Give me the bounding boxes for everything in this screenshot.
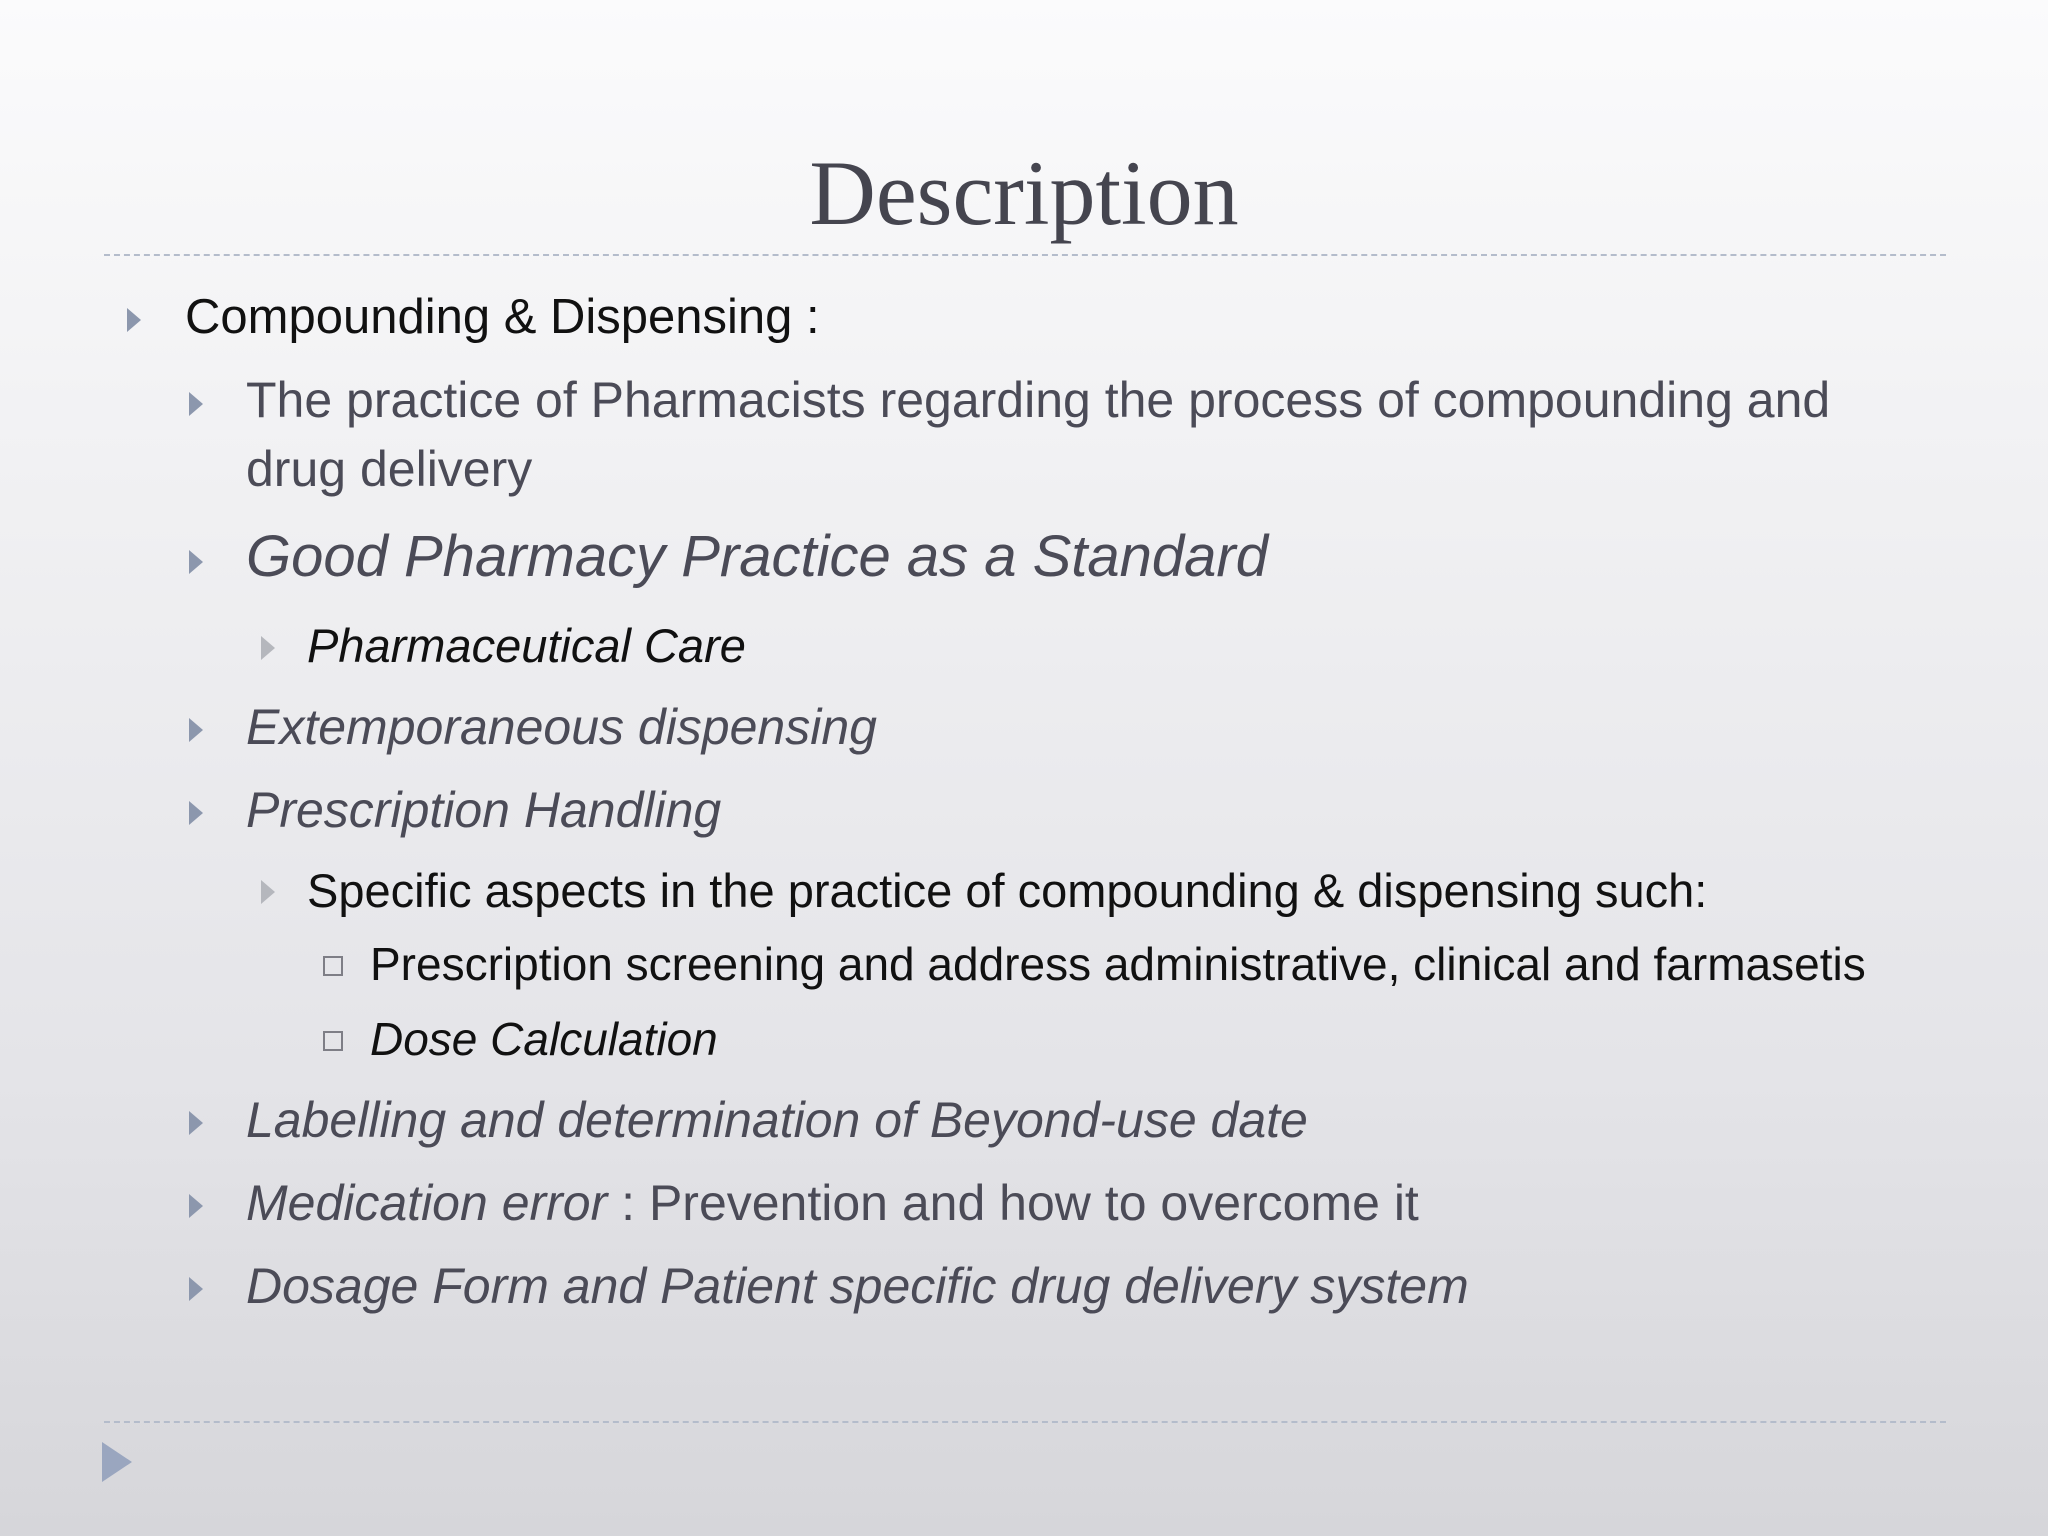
bullet-pharm-care: Pharmaceutical Care [307, 619, 746, 672]
bullet-labelling: Labelling and determination of Beyond-use date [246, 1092, 1308, 1148]
square-bullet-icon [323, 1031, 343, 1051]
triangle-bullet-icon [189, 1277, 203, 1301]
triangle-bullet-icon [261, 636, 275, 660]
next-slide-arrow-icon[interactable] [102, 1442, 132, 1482]
slide-title: Description [809, 142, 1239, 244]
footer-divider [104, 1421, 1946, 1423]
bullet-dose-calc: Dose Calculation [370, 1013, 718, 1065]
bullet-extemp: Extemporaneous dispensing [246, 699, 877, 755]
med-error-detail: : Prevention and how to overcome it [607, 1175, 1419, 1231]
bullet-practice-line1: The practice of Pharmacists regarding the process of compounding and [246, 372, 1831, 428]
triangle-bullet-icon [189, 1194, 203, 1218]
triangle-bullet-icon [189, 1111, 203, 1135]
bullet-dosage-form: Dosage Form and Patient specific drug delivery system [246, 1258, 1469, 1314]
bullet-rx-screening: Prescription screening and address administrative, clinical and farmasetis [370, 938, 1866, 990]
bullet-compounding: Compounding & Dispensing : [185, 290, 820, 344]
triangle-bullet-icon [189, 550, 203, 574]
bullet-gpp: Good Pharmacy Practice as a Standard [246, 524, 1268, 589]
triangle-bullet-icon [127, 308, 141, 332]
bullet-rx-handling: Prescription Handling [246, 782, 722, 838]
bullet-med-error [246, 1174, 1419, 1232]
square-bullet-icon [323, 956, 343, 976]
triangle-bullet-icon [189, 718, 203, 742]
title-divider [104, 254, 1946, 256]
med-error-label: Medication error [246, 1175, 608, 1231]
triangle-bullet-icon [189, 801, 203, 825]
bullet-specific-aspects: Specific aspects in the practice of compounding & dispensing such: [307, 864, 1708, 917]
triangle-bullet-icon [261, 880, 275, 904]
bullet-practice-line2: drug delivery [246, 441, 533, 497]
triangle-bullet-icon [189, 392, 203, 416]
